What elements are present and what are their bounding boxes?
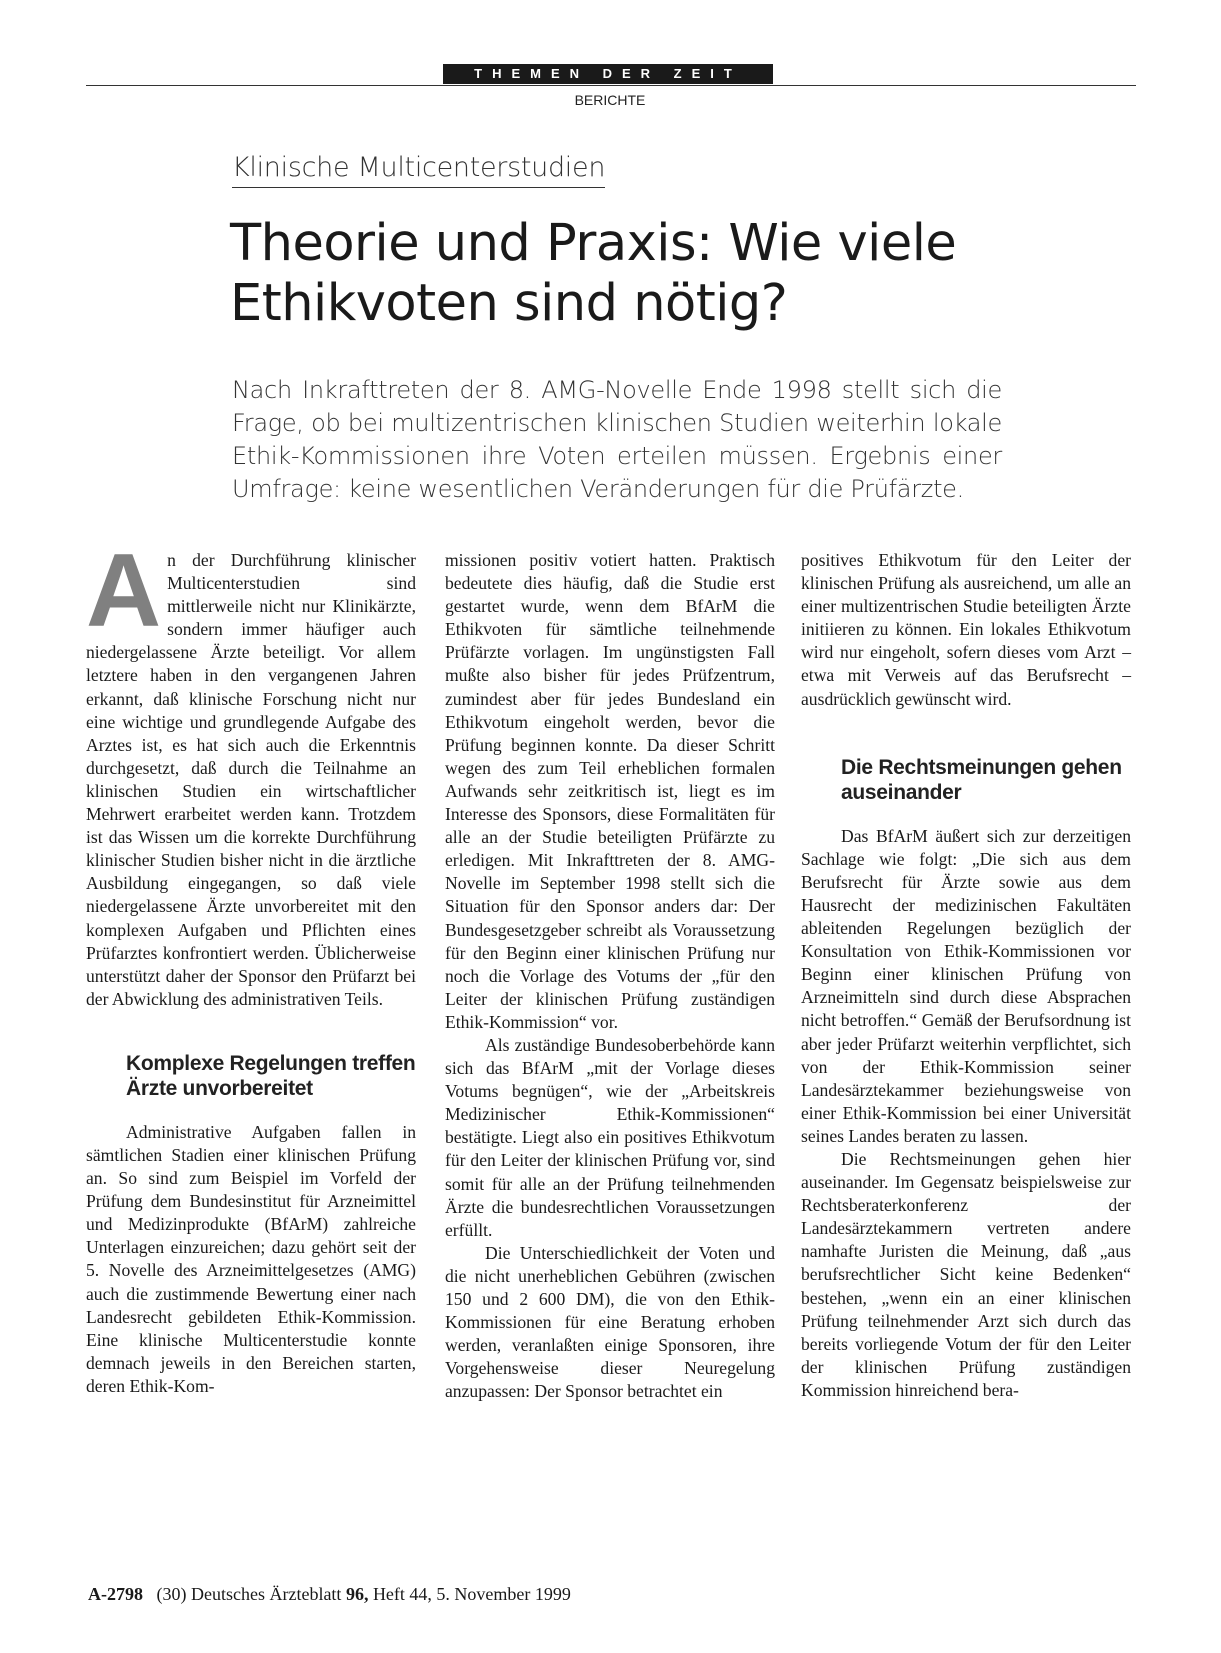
paragraph-6: positives Ethikvotum für den Leiter der klinischen Prüfung als ausreichend, um alle an einer multizentrischen Studie beteiligten Ärzte initiieren zu können. Ein lokales Ethikvotum wird nur eingeholt, sofern dieses vom Arzt – etwa mit Verweis auf das Berufsrecht – ausdrücklich gewünscht wird. [801, 550, 1131, 709]
article-lead: Nach Inkrafttreten der 8. AMG-Novelle Ende 1998 stellt sich die Frage, ob bei multizentrischen klinischen Studien weiterhin lokale Ethik-Kommissionen ihre Voten erteilen müssen. Ergebnis einer Umfrage: keine wesentlichen Veränderungen für die Prüfärzte. [232, 376, 1002, 503]
paragraph-7: Das BfArM äußert sich zur derzeitigen Sachlage wie folgt: „Die sich aus dem Berufsrecht für Ärzte sowie aus dem Hausrecht der medizinischen Fakultäten ableitenden Regelungen bezüglich der Konsultation von Ethik-Kommissionen vor Beginn einer klinischen Prüfung von Arzneimitteln sind durch diese Absprachen nicht betroffen.“ Gemäß der Berufsordnung ist aber jeder Prüfarzt weiterhin verpflichtet, sich von der Ethik-Kommission seiner Landesärztekammer beziehungsweise von einer Ethik-Kommission bei einer Universität seines Landes beraten zu lassen. [801, 825, 1131, 1146]
section-subtitle: BERICHTE [574, 92, 646, 108]
page-footer [88, 1584, 571, 1605]
article-title: Theorie und Praxis: Wie viele Ethikvoten sind nötig? [230, 214, 957, 333]
section-banner: THEMEN DER ZEIT [443, 64, 773, 84]
subheading-1: Komplexe Regelungen treffen Ärzte unvorbereitet [126, 1051, 416, 1100]
text-column-2 [445, 549, 775, 1403]
subheading-2: Die Rechtsmeinungen gehen auseinander [841, 755, 1122, 804]
paragraph-1 [86, 533, 416, 1011]
header-rule [86, 85, 1136, 86]
paragraph-8: Die Rechtsmeinungen gehen hier auseinander. Im Gegensatz beispielsweise zur Rechtsberaterkonferenz der Landesärztekammern vertreten andere namhafte Juristen die Meinung, daß „aus berufsrechtlicher Sicht keine Bedenken“ bestehen, „wenn ein an einer klinischen Prüfung teilnehmender Arzt sich durch das bereits vorliegende Votum der für den Leiter der klinischen Prüfung zuständigen Kommission hinreichend bera- [801, 1148, 1131, 1400]
text-column-3 [801, 549, 1131, 1402]
paragraph-2: Administrative Aufgaben fallen in sämtlichen Stadien einer klinischen Prüfung an. So sind zum Beispiel im Vorfeld der Prüfung dem Bundesinstitut für Arzneimittel und Medizinprodukte (BfArM) zahlreiche Unterlagen einzureichen; dazu gehört seit der 5. Novelle des Arzneimittelgesetzes (AMG) auch die zustimmende Bewertung einer nach Landesrecht gebildeten Ethik-Kommission. Eine klinische Multicenterstudie konnte demnach jeweils in den Bereichen starten, deren Ethik-Kom- [86, 1121, 416, 1396]
paragraph-3: missionen positiv votiert hatten. Praktisch bedeutete dies häufig, daß die Studie erst gestartet wurde, wenn dem BfArM die Ethikvoten für sämtliche teilnehmende Prüfärzte vorlagen. Im ungünstigsten Fall mußte also bisher für jedes Prüfzentrum, zumindest aber für jedes Bundesland ein Ethikvotum eingeholt werden, bevor die Prüfung beginnen konnte. Da dieser Schritt wegen des zum Teil erheblichen formalen Aufwands sehr zeitkritisch ist, liegt es im Interesse des Sponsors, diese Formalitäten für alle an der Studie beteiligten Prüfärzte zu erledigen. Mit Inkrafttreten der 8. AMG-Novelle im September 1998 stellt sich die Situation für den Sponsor anders dar: Der Bundesgesetzgeber schreibt als Voraussetzung für den Beginn einer klinischen Prüfung nur noch die Vorlage des Votums der „für den Leiter der klinischen Prüfung zuständigen Ethik-Kommission“ vor. [445, 550, 775, 1032]
footer-citation-pre: (30) Deutsches Ärzteblatt [156, 1584, 342, 1604]
article-kicker: Klinische Multicenterstudien [232, 152, 605, 188]
drop-cap: A [86, 533, 162, 649]
footer-citation-post: Heft 44, 5. November 1999 [372, 1584, 571, 1604]
paragraph-5: Die Unterschiedlichkeit der Voten und die nicht unerheblichen Gebühren (zwischen 150 und 2 600 DM), die von den Ethik-Kommissionen für eine Beratung erhoben werden, veranlaßten einige Sponsoren, ihre Vorgehensweise dieser Neuregelung anzupassen: Der Sponsor betrachtet ein [445, 1242, 775, 1402]
page-number: A-2798 [88, 1584, 143, 1604]
footer-volume: 96, [345, 1584, 369, 1604]
paragraph-4: Als zuständige Bundesoberbehörde kann sich das BfArM „mit der Vorlage dieses Votums begnügen“, wie der „Arbeitskreis Medizinischer Ethik-Kommissionen“ bestätigte. Liegt also ein positives Ethikvotum für den Leiter der klinischen Prüfung vor, sind somit für alle an der Prüfung teilnehmenden Ärzte die bundesrechtlichen Voraussetzungen erfüllt. [445, 1034, 775, 1240]
paragraph-1-text: n der Durchführung klinischer Multicenterstudien sind mittlerweile nicht nur Klinikärzte, sondern immer häufiger auch niedergelassene Ärzte beteiligt. Vor allem letztere haben in den vergangenen Jahren erkannt, daß klinische Forschung nicht nur eine wichtige und grundlegende Aufgabe des Arztes ist, es hat sich auch die Erkenntnis durchgesetzt, daß durch die Teilnahme an klinischen Studien ein wirtschaftlicher Mehrwert erarbeitet werden kann. Trotzdem ist das Wissen um die korrekte Durchführung klinischer Studien bisher nicht in die ärztliche Ausbildung eingegangen, so daß viele niedergelassene Ärzte unvorbereitet mit den komplexen Aufgaben und Pflichten eines Prüfarztes konfrontiert werden. Üblicherweise unterstützt daher der Sponsor den Prüfarzt bei der Abwicklung des administrativen Teils. [86, 550, 416, 1009]
text-column-1 [86, 533, 416, 1398]
